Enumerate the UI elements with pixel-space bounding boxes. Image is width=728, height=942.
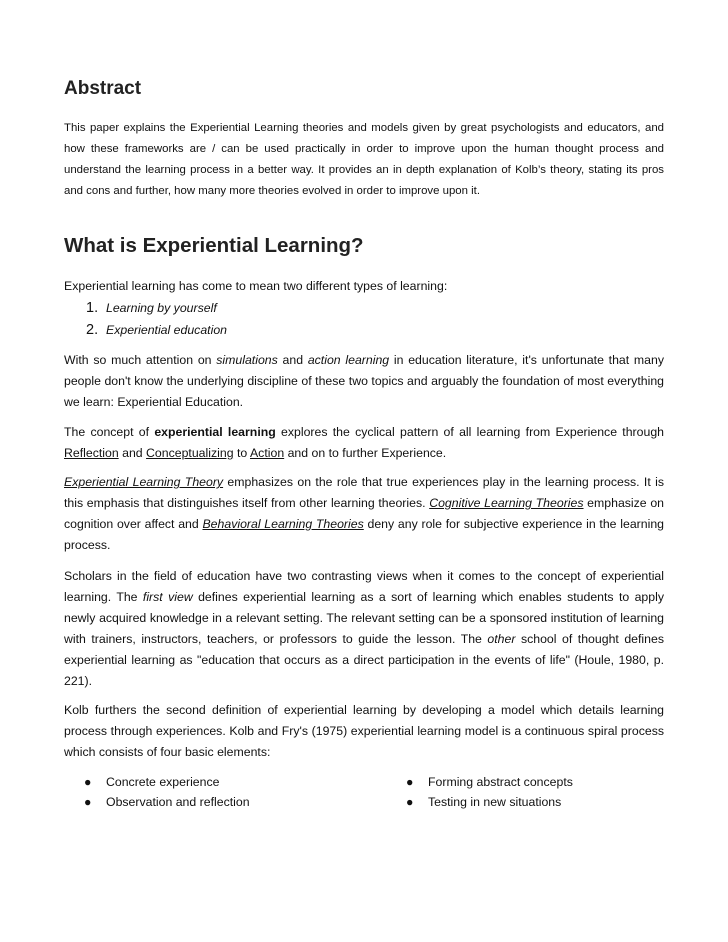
- reflection-link[interactable]: Reflection: [64, 446, 119, 460]
- list-item: [64, 319, 664, 341]
- bullet-text: Testing in new situations: [428, 795, 562, 809]
- paragraph-4: [64, 566, 664, 692]
- text-run: school of thought defines experiential learning as "education that occurs as a direct participation in the events of life" (Houle, 1980, p. 221).: [64, 632, 664, 688]
- text-run: Scholars in the field of education have two contrasting views when it comes to the concept of experiential learning. The: [64, 569, 664, 604]
- action-link[interactable]: Action: [249, 446, 285, 460]
- bullet-icon: ●: [406, 775, 414, 789]
- text-run: deny any role for subjective experience in the learning process.: [64, 517, 665, 552]
- bullet-text: Concrete experience: [106, 775, 220, 789]
- bullet-list-left: [64, 772, 386, 812]
- text-run-italic: first view: [142, 590, 193, 604]
- text-run: defines experiential learning as a sort of learning which enables students to apply newly acquired knowledge in a relevant setting. The relevant setting can be a sponsored institution of learning with trainers, instructors, teachers, or professors to guide the lesson. The: [64, 590, 664, 646]
- text-run: to: [233, 446, 250, 460]
- list-number: 2.: [86, 322, 99, 338]
- text-run-bold: experiential learning: [154, 425, 276, 439]
- text-run-italic: other: [487, 632, 516, 646]
- text-run: emphasizes on the role that true experiences play in the learning process. It is this emphasis that distinguishes itself from other learning theories.: [64, 475, 664, 510]
- behavioral-learning-theories-link[interactable]: Behavioral Learning Theories: [202, 517, 364, 531]
- text-run: in education literature, it's unfortunate that many people don't know the underlying discipline of these two topics and arguably the foundation of most everything we learn: Experiential Education.: [64, 353, 664, 409]
- list-item: [64, 792, 386, 812]
- experiential-learning-theory-link[interactable]: Experiential Learning Theory: [64, 475, 224, 489]
- bullet-icon: ●: [84, 775, 92, 789]
- text-run: emphasize on cognition over affect and: [64, 496, 664, 531]
- list-item: [386, 792, 656, 812]
- abstract-text: This paper explains the Experiential Learning theories and models given by great psychologists and educators, and how these frameworks are / can be used practically in order to improve upon the human thought process and understand the learning process in a better way. It provides an in depth explanation of Kolb’s theory, stating its pros and cons and further, how many more theories evolved in order to improve upon it.: [64, 122, 664, 197]
- bullet-icon: ●: [406, 795, 414, 809]
- list-item: [64, 297, 664, 319]
- list-item: [64, 772, 386, 792]
- abstract-heading: Abstract: [64, 78, 142, 99]
- bullet-icon: ●: [84, 795, 92, 809]
- intro-text: Experiential learning has come to mean two different types of learning:: [64, 279, 448, 293]
- bullet-list-right: [386, 772, 656, 812]
- text-run: With so much attention on: [64, 353, 217, 367]
- list-number: 1.: [86, 300, 99, 316]
- text-run: and: [277, 353, 308, 367]
- numbered-list: [64, 297, 664, 341]
- paragraph-5: Kolb furthers the second definition of experiential learning by developing a model which details learning process through experiences. Kolb and Fry's (1975) experiential learning model is a continuous spiral process which consists of four basic elements:: [64, 703, 664, 759]
- conceptualizing-link[interactable]: Conceptualizing: [146, 446, 234, 460]
- section-heading: What is Experiential Learning?: [64, 234, 364, 257]
- paragraph-2: [64, 422, 664, 464]
- cognitive-learning-theories-link[interactable]: Cognitive Learning Theories: [429, 496, 584, 510]
- text-run: and on to further Experience.: [284, 446, 447, 460]
- text-run-italic: action learning: [307, 353, 390, 367]
- text-run: The concept of: [64, 425, 155, 439]
- list-text: Experiential education: [106, 323, 227, 337]
- text-run-italic: simulations: [216, 353, 278, 367]
- list-text: Learning by yourself: [106, 301, 217, 315]
- list-item: [386, 772, 656, 792]
- text-run: and: [118, 446, 147, 460]
- text-run: explores the cyclical pattern of all learning from Experience through: [275, 425, 664, 439]
- bullet-columns: [64, 772, 664, 812]
- paragraph-3: [64, 472, 664, 556]
- bullet-text: Observation and reflection: [106, 795, 250, 809]
- paragraph-1: [64, 350, 664, 413]
- bullet-text: Forming abstract concepts: [428, 775, 573, 789]
